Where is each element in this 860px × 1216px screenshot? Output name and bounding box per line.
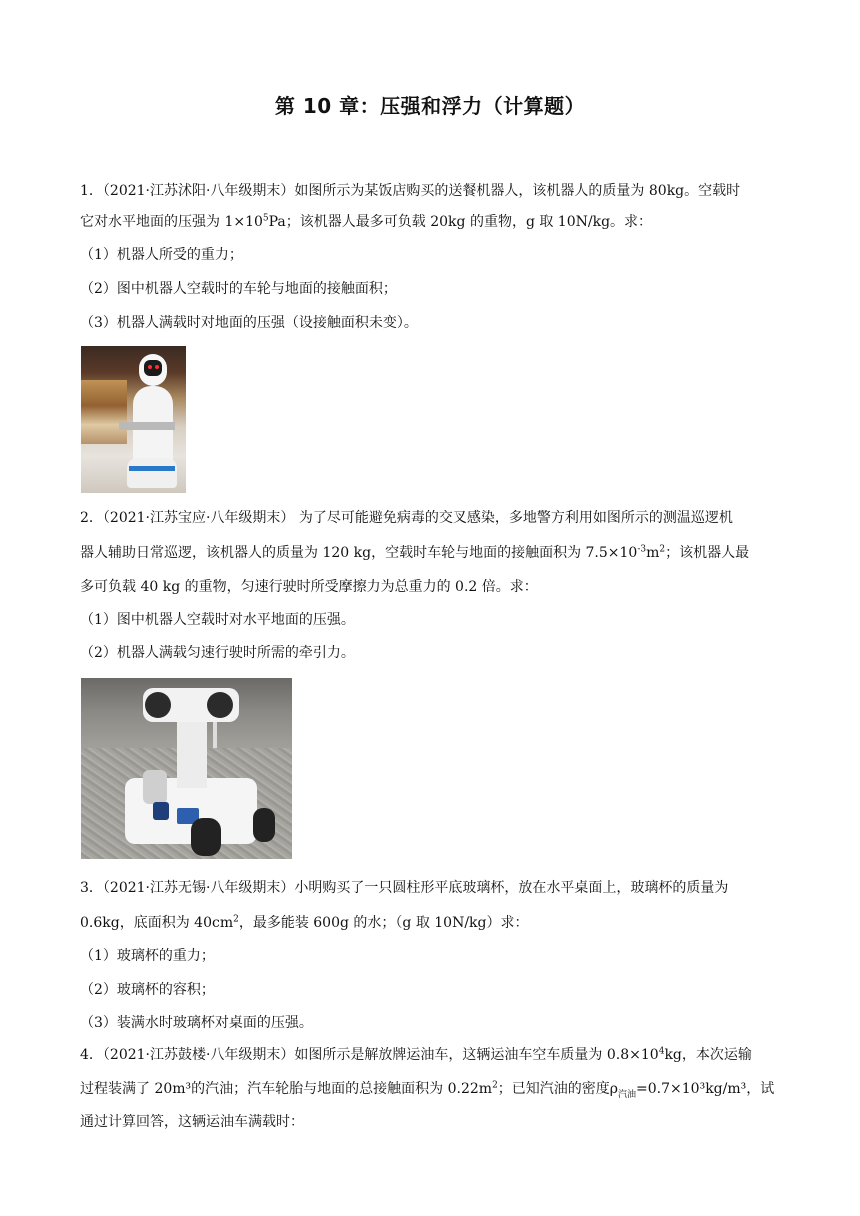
delivery-robot-image <box>81 346 186 493</box>
q2-sub-2: （2）机器人满载匀速行驶时所需的牵引力。 <box>80 645 355 661</box>
q1-sub-2: （2）图中机器人空载时的车轮与地面的接触面积； <box>80 281 397 297</box>
q3-line-2: 0.6kg，底面积为 $40cm^2$，最多能装 600g 的水；（g 取 10N/kg）求： <box>80 914 529 931</box>
q3-sub-3: （3）装满水时玻璃杯对桌面的压强。 <box>80 1015 313 1031</box>
q4-line-2: 过程装满了 20m³的汽油；汽车轮胎与地面的总接触面积为 $0.22m^2$；已知汽油的密度$\rho_{汽油}=0.7\times 10^3kg/m^3$，试 <box>80 1080 775 1100</box>
q2-sub-1: （1）图中机器人空载时对水平地面的压强。 <box>80 612 355 628</box>
page-title: 第 10 章：压强和浮力（计算题） <box>274 94 586 118</box>
q1-line-2: 它对水平地面的压强为 $1\times 10^5Pa$；该机器人最多可负载 20kg 的重物，g 取 10N/kg。求： <box>80 213 653 230</box>
q3-sub-2: （2）玻璃杯的容积； <box>80 982 215 998</box>
q2-line-2: 器人辅助日常巡逻，该机器人的质量为 120 kg，空载时车轮与地面的接触面积为 $7.5\times 10^{-3}m^2$；该机器人最 <box>80 544 750 561</box>
q1-sub-1: （1）机器人所受的重力； <box>80 247 243 263</box>
patrol-robot-image <box>81 678 292 859</box>
q1-line-1: 1．（2021·江苏沭阳·八年级期末）如图所示为某饭店购买的送餐机器人，该机器人的质量为 80kg。空载时 <box>80 183 741 199</box>
q3-line-1: 3．（2021·江苏无锡·八年级期末）小明购买了一只圆柱形平底玻璃杯，放在水平桌面上，玻璃杯的质量为 <box>80 880 729 896</box>
q2-line-3: 多可负载 40 kg 的重物，匀速行驶时所受摩擦力为总重力的 0.2 倍。求： <box>80 579 538 595</box>
q4-line-3: 通过计算回答，这辆运油车满载时： <box>80 1114 304 1130</box>
q2-line-1: 2．（2021·江苏宝应·八年级期末） 为了尽可能避免病毒的交叉感染，多地警方利用如图所示的测温巡逻机 <box>80 510 733 526</box>
q1-sub-3: （3）机器人满载时对地面的压强（设接触面积未变）。 <box>80 315 418 331</box>
q4-line-1: 4．（2021·江苏鼓楼·八年级期末）如图所示是解放牌运油车，这辆运油车空车质量为 $0.8\times 10^4kg$，本次运输 <box>80 1046 752 1063</box>
q3-sub-1: （1）玻璃杯的重力； <box>80 948 215 964</box>
